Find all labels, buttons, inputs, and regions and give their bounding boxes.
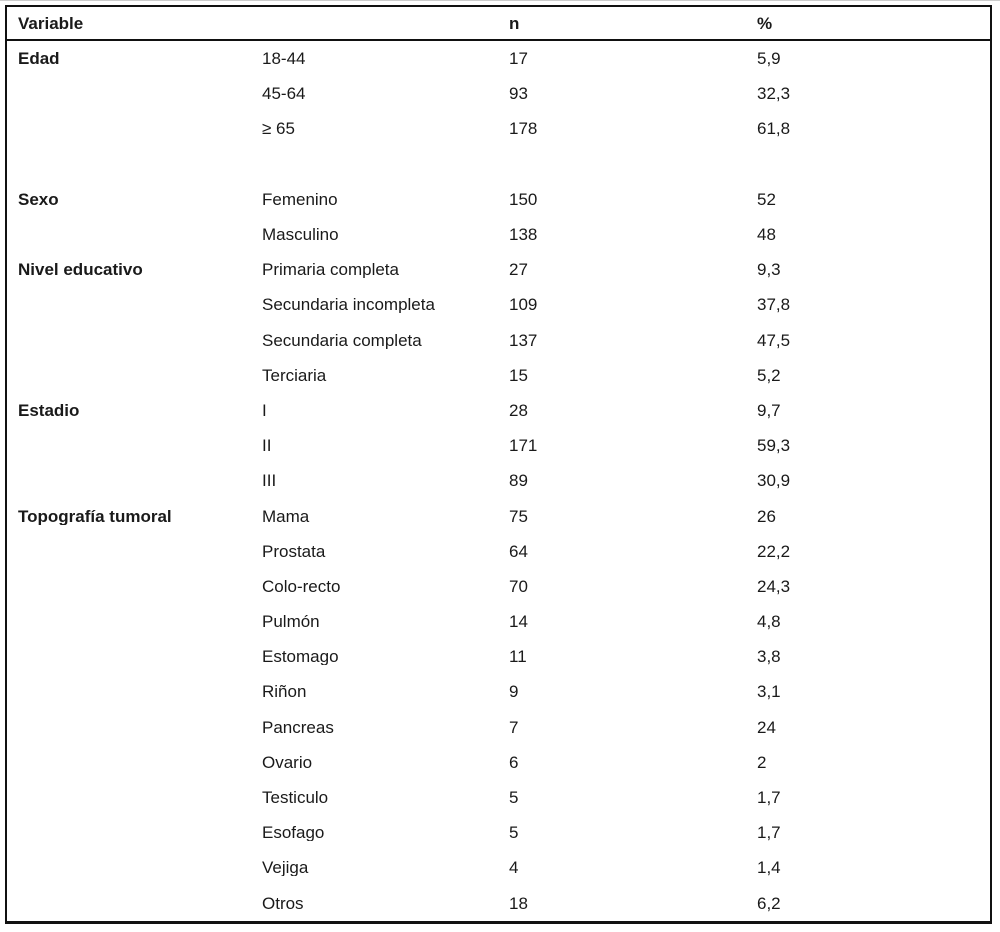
row-percent-value: 37,8	[757, 296, 791, 314]
page-top-divider	[0, 0, 1000, 1]
row-percent-value: 22,2	[757, 542, 791, 560]
row-n-value: 137	[509, 331, 538, 349]
row-group-label: Edad	[18, 50, 60, 68]
table-row	[7, 639, 990, 674]
row-category-label: 18-44	[262, 50, 306, 68]
row-percent-value: 24	[757, 718, 776, 736]
row-category-label: Secundaria completa	[262, 331, 422, 349]
row-category-label: Vejiga	[262, 859, 309, 877]
table-row	[7, 674, 990, 709]
row-category-label: Mama	[262, 507, 310, 525]
row-percent-value: 4,8	[757, 613, 781, 631]
table-body	[7, 41, 990, 921]
col-header-percent: %	[757, 14, 773, 32]
table-row	[7, 710, 990, 745]
row-n-value: 75	[509, 507, 528, 525]
row-category-label: I	[262, 401, 267, 419]
table-row	[7, 111, 990, 146]
row-percent-value: 9,7	[757, 401, 781, 419]
row-n-value: 5	[509, 824, 519, 842]
table-row	[7, 393, 990, 428]
row-percent-value: 61,8	[757, 120, 791, 138]
row-category-label: III	[262, 472, 277, 490]
table-row	[7, 358, 990, 393]
row-n-value: 138	[509, 226, 538, 244]
row-percent-value: 47,5	[757, 331, 791, 349]
table-row	[7, 287, 990, 322]
table-row	[7, 569, 990, 604]
row-percent-value: 1,4	[757, 859, 781, 877]
row-category-label: Pulmón	[262, 613, 320, 631]
row-n-value: 15	[509, 366, 528, 384]
row-percent-value: 48	[757, 226, 776, 244]
row-n-value: 28	[509, 401, 528, 419]
row-category-label: Testiculo	[262, 789, 329, 807]
row-category-label: Terciaria	[262, 366, 327, 384]
table-row	[7, 323, 990, 358]
row-n-value: 178	[509, 120, 538, 138]
row-n-value: 11	[509, 648, 527, 666]
row-n-value: 18	[509, 894, 528, 912]
row-n-value: 64	[509, 542, 528, 560]
row-percent-value: 59,3	[757, 437, 791, 455]
row-category-label: Ovario	[262, 753, 313, 771]
row-category-label: Otros	[262, 894, 304, 912]
row-n-value: 14	[509, 613, 528, 631]
row-n-value: 150	[509, 190, 538, 208]
row-n-value: 6	[509, 753, 519, 771]
row-group-label: Topografía tumoral	[18, 507, 172, 525]
table-row	[7, 147, 990, 182]
row-category-label: Estomago	[262, 648, 339, 666]
table-row	[7, 886, 990, 921]
row-n-value: 9	[509, 683, 519, 701]
demographics-table	[5, 5, 992, 924]
row-percent-value: 2	[757, 753, 767, 771]
row-category-label: Pancreas	[262, 718, 334, 736]
row-n-value: 27	[509, 261, 528, 279]
table-row	[7, 850, 990, 885]
row-percent-value: 30,9	[757, 472, 791, 490]
row-category-label: Colo-recto	[262, 577, 341, 595]
row-percent-value: 1,7	[757, 789, 781, 807]
row-category-label: II	[262, 437, 272, 455]
row-group-label: Sexo	[18, 190, 59, 208]
row-n-value: 171	[509, 437, 538, 455]
row-n-value: 93	[509, 85, 528, 103]
table-row	[7, 463, 990, 498]
row-category-label: ≥ 65	[262, 120, 295, 138]
row-n-value: 4	[509, 859, 519, 877]
row-percent-value: 6,2	[757, 894, 781, 912]
row-percent-value: 52	[757, 190, 776, 208]
table-row	[7, 498, 990, 533]
table-row	[7, 217, 990, 252]
row-category-label: Secundaria incompleta	[262, 296, 435, 314]
row-percent-value: 3,1	[757, 683, 781, 701]
row-category-label: 45-64	[262, 85, 306, 103]
table-row	[7, 780, 990, 815]
row-percent-value: 32,3	[757, 85, 791, 103]
table-row	[7, 604, 990, 639]
row-percent-value: 3,8	[757, 648, 781, 666]
row-percent-value: 5,2	[757, 366, 781, 384]
row-category-label: Femenino	[262, 190, 338, 208]
row-n-value: 7	[509, 718, 519, 736]
row-n-value: 89	[509, 472, 528, 490]
table-row	[7, 534, 990, 569]
row-category-label: Esofago	[262, 824, 325, 842]
row-percent-value: 26	[757, 507, 776, 525]
table-row	[7, 76, 990, 111]
row-group-label: Nivel educativo	[18, 261, 143, 279]
table-row	[7, 745, 990, 780]
row-category-label: Riñon	[262, 683, 307, 701]
col-header-n: n	[509, 14, 520, 32]
row-percent-value: 1,7	[757, 824, 781, 842]
table-row	[7, 428, 990, 463]
table-row	[7, 182, 990, 217]
row-n-value: 70	[509, 577, 528, 595]
row-n-value: 5	[509, 789, 519, 807]
row-category-label: Prostata	[262, 542, 326, 560]
row-percent-value: 9,3	[757, 261, 781, 279]
col-header-variable: Variable	[18, 14, 84, 32]
row-category-label: Masculino	[262, 226, 339, 244]
table-row	[7, 815, 990, 850]
row-percent-value: 24,3	[757, 577, 791, 595]
row-category-label: Primaria completa	[262, 261, 399, 279]
table-row	[7, 252, 990, 287]
row-percent-value: 5,9	[757, 50, 781, 68]
table-header-row	[7, 7, 990, 41]
table-row	[7, 41, 990, 76]
row-n-value: 17	[509, 50, 528, 68]
row-n-value: 109	[509, 296, 538, 314]
row-group-label: Estadio	[18, 401, 80, 419]
